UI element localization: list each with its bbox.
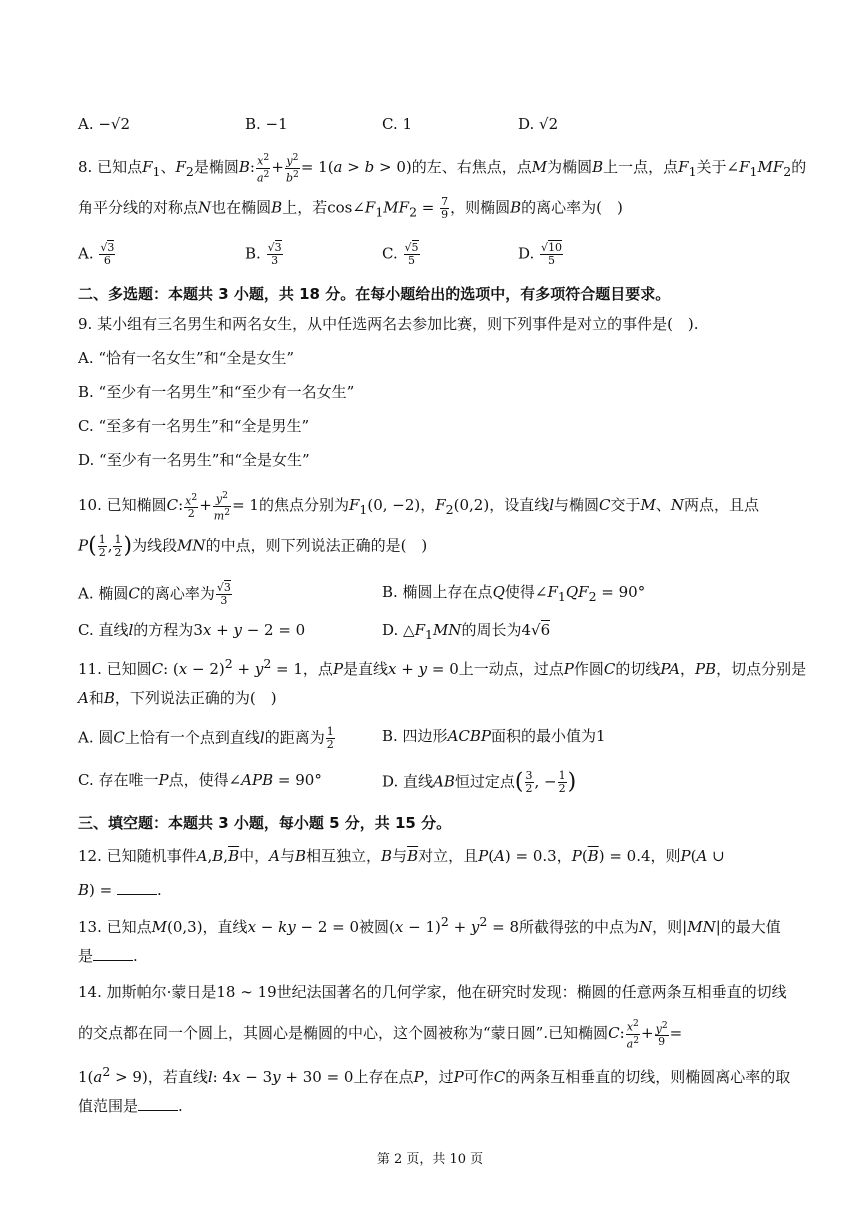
q11-line-2: A和B，下列说法正确的为( ) [78,689,277,707]
q11-line-1: 11. 已知圆C: $(x - 2)^2 + y^2 = 1$，点P是直线x + y = 0上一动点，过点P作圆C的切线PA，PB，切点分别是 [78,656,807,678]
q8-option-a: A. $\frac{√3}{6}$ [78,241,115,267]
q11-option-b: B. 四边形ACBP面积的最小值为1 [382,727,606,745]
q12-answer-blank[interactable] [117,880,157,895]
q12-line-2: B) = . [78,881,162,899]
q8-option-c: C. $\frac{√5}{5}$ [382,241,419,267]
q13-answer-blank[interactable] [93,946,133,961]
q7-option-b: B. −1 [245,115,288,133]
q10-line-2: P( $\frac{1}{2}$ , $\frac{1}{2}$ )为线段MN的中点，则下列说法正确的是( ) [78,533,428,559]
q14-line-1: 14. 加斯帕尔·蒙日是18 ∼ 19世纪法国著名的几何学家，他在研究时发现：椭圆的任意两条互相垂直的切线 [78,983,787,1001]
q7-option-c: C. 1 [382,115,413,133]
q8-line-1: 8. 已知点$F_1$、$F_2$是椭圆B: $\frac{x^2}{a^2}$ + $\frac{y^2}{b^2}$ = 1(a > b > 0)的左、右焦点，点M为椭圆B上一点，点$F_1$关于$\angle F_1MF_2$的 [78,152,807,185]
q10-option-b: B. 椭圆上存在点Q使得$\angle F_1QF_2 = 90^\circ$ [382,583,646,604]
q10-line-1: 10. 已知椭圆C: $\frac{x^2}{2}$ + $\frac{y^2}{m^2}$ = 1的焦点分别为$F_1(0$, −2)，$F_2(0,2)$，设直线l与椭圆C交于M、N两点，且点 [78,490,760,523]
q14-line-4: 值范围是 . [78,1097,183,1115]
q9-stem: 9. 某小组有三名男生和两名女生，从中任选两名去参加比赛，则下列事件是对立的事件是( ). [78,315,699,333]
q9-option-a: A. “恰有一名女生”和“全是女生” [78,349,295,367]
q7-option-d: D. √2 [518,115,559,133]
q14-answer-blank[interactable] [138,1096,178,1111]
q7-option-a: A. −√2 [78,115,131,133]
q11-option-a: A. 圆C上恰有一个点到直线l的距离为 $\frac{1}{2}$ [78,725,334,751]
q11-option-c: C. 存在唯一P点，使得∠APB = 90° [78,771,322,789]
q9-option-c: C. “至多有一名男生”和“全是男生” [78,417,310,435]
q13-line-2: 是 . [78,947,138,965]
q9-option-b: B. “至少有一名男生”和“至少有一名女生” [78,383,355,401]
page-footer: 第 2 页，共 10 页 [376,1152,484,1167]
q9-option-d: D. “至少有一名男生”和“全是女生” [78,451,310,469]
section-3-heading: 三、填空题：本题共 3 小题，每小题 5 分，共 15 分。 [78,814,452,832]
q11-option-d: D. 直线AB恒过定点( $\frac{3}{2}$ , − $\frac{1}{2}$ ) [382,769,577,795]
q12-line-1: 12. 已知随机事件$A,B,\overline{B}$中，A与B相互独立，B与$\overline{B}$对立，且P(A) = 0.3，$P(\overline{B}) = 0.4$，则P(A ∪ [78,847,725,865]
q10-option-a: A. 椭圆C的离心率为 $\frac{√3}{3}$ [78,581,231,607]
q8-option-b: B. $\frac{√3}{3}$ [245,241,282,267]
q14-line-2: 的交点都在同一个圆上，其圆心是椭圆的中心，这个圆被称为“蒙日圆”.已知椭圆C: $\frac{x^2}{a^2}$ + $\frac{y^2}{9}$ = [78,1018,683,1051]
section-2-heading: 二、多选题：本题共 3 小题，共 18 分。在每小题给出的选项中，有多项符合题目要求。 [78,285,671,303]
q13-line-1: 13. 已知点M(0,3)，直线x − ky − 2 = 0被圆$(x - 1)^2 + y^2 = 8$所截得弦的中点为N，则|MN|的最大值 [78,914,781,936]
q10-option-d: D. $\triangle F_1MN$的周长为4√6 [382,621,551,642]
q14-line-3: $1(a^2 > 9)$，若直线l: 4x − 3y + 30 = 0上存在点P，过P可作C的两条互相垂直的切线，则椭圆离心率的取 [78,1064,791,1086]
q10-option-c: C. 直线l的方程为3x + y − 2 = 0 [78,621,306,639]
q8-line-2: 角平分线的对称点N也在椭圆B上，若$\cos\angle F_1MF_2$ = $\frac{7}{9}$ ，则椭圆B的离心率为( ) [78,195,623,221]
q8-option-d: D. $\frac{√10}{5}$ [518,241,563,267]
